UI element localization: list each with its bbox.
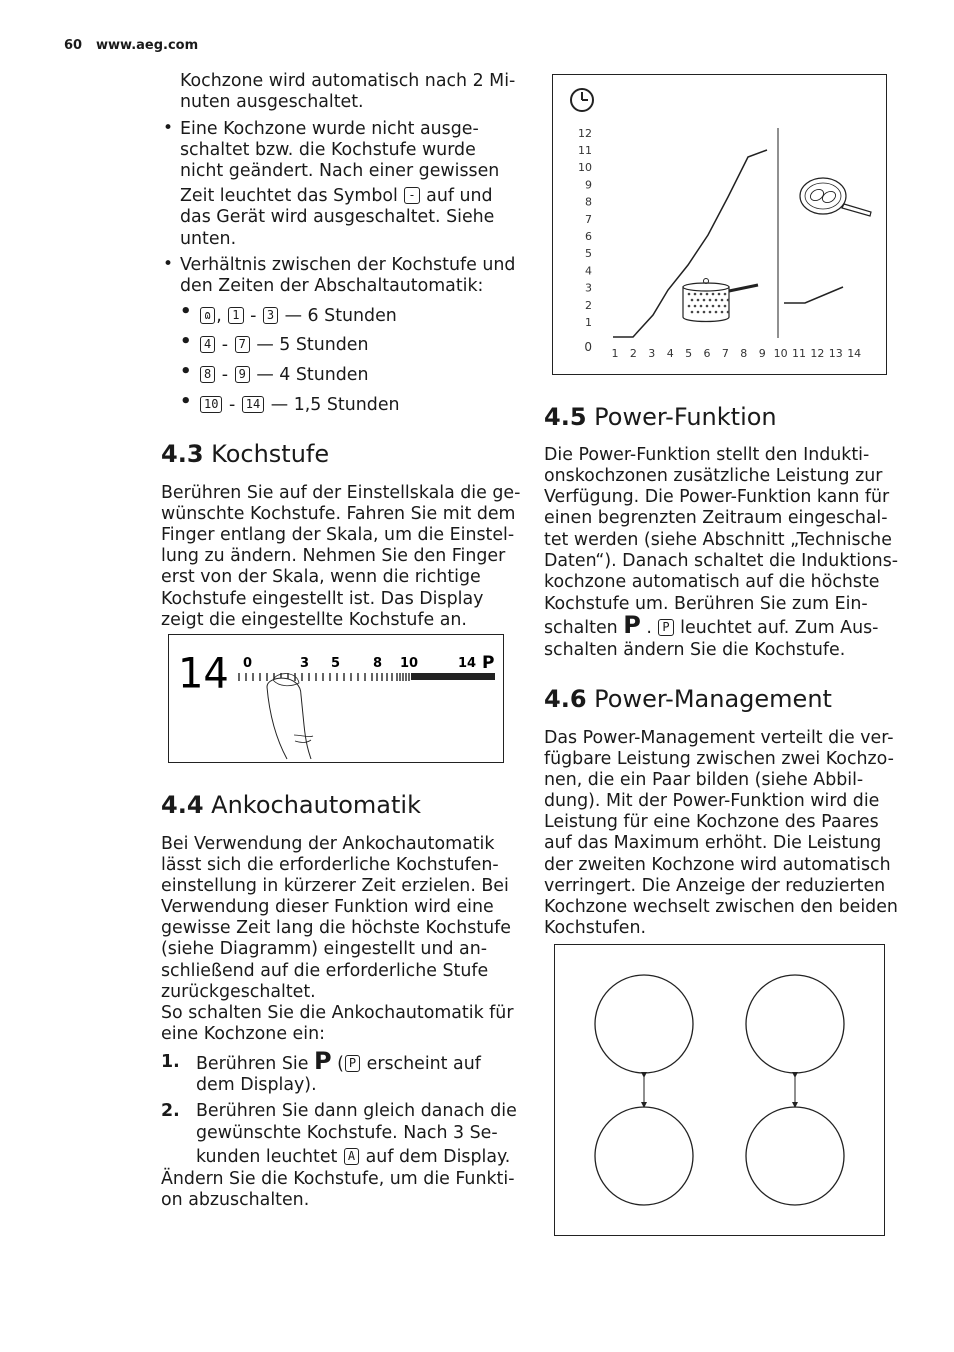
x-tick-label: 14 (847, 347, 862, 360)
bullet2-line: schaltet bzw. die Kochstufe wurde (180, 140, 476, 160)
x-tick-label: 5 (685, 347, 693, 360)
section-heading-4-5: 4.5 Power-Funktion (544, 403, 777, 431)
control-panel-svg (169, 635, 503, 762)
para-line: Daten“). Danach schaltet die Induktions- (544, 551, 899, 571)
para-line: kochzone automatisch auf die höchste (544, 572, 880, 592)
para-line: Das Power-Management verteilt die ver- (544, 728, 894, 748)
y-tick-label: 9 (585, 178, 592, 192)
section-heading-4-6: 4.6 Power-Management (544, 685, 832, 713)
section-heading-4-4: 4.4 Ankochautomatik (161, 791, 421, 819)
scale-ticks (239, 673, 409, 681)
bullet2-line: das Gerät wird ausgeschaltet. Siehe (180, 207, 495, 227)
level-symbol-icon: 9 (235, 366, 250, 383)
step-1-line: dem Display). (196, 1075, 317, 1095)
para-line: Verwendung dieser Funktion wird eine (161, 897, 494, 917)
x-tick-label: 3 (648, 347, 656, 360)
power-p-icon: P (313, 1047, 332, 1075)
step-2-line: gewünschte Kochstufe. Nach 3 Se- (196, 1123, 498, 1143)
display-value: 14 (178, 648, 229, 698)
para-line: lung zu ändern. Nehmen Sie den Finger (161, 546, 506, 566)
boost-chart-svg (553, 75, 886, 374)
x-axis-labels (612, 347, 862, 360)
bullet2-line: unten. (180, 229, 237, 249)
para-line-symbol: schalten P . P leuchtet auf. Zum Aus- (544, 611, 879, 639)
para-line: Kochstufe um. Berühren Sie zum Ein- (544, 594, 868, 614)
para-line: auf das Maximum erhöht. Die Leistung (544, 833, 882, 853)
header-url: www.aeg.com (96, 38, 199, 53)
para-line: Verfügung. Die Power-Funktion kann für (544, 487, 890, 507)
y-tick-label: 1 (585, 316, 592, 329)
x-tick-label: 8 (740, 347, 748, 360)
para-line: wünschte Kochstufe. Fahren Sie mit dem (161, 504, 516, 524)
y-tick-label: 0 (584, 340, 592, 354)
p-symbol-icon: P (345, 1055, 360, 1072)
y-tick-label: 7 (585, 212, 592, 226)
para-line: Ändern Sie die Kochstufe, um die Funkti- (161, 1169, 515, 1189)
x-tick-label: 7 (721, 347, 729, 360)
y-tick-label: 12 (578, 126, 592, 140)
x-tick-label: 12 (810, 347, 825, 360)
cooking-zones-svg (555, 945, 884, 1235)
para-line: nen, die ein Paar bilden (siehe Abbil- (544, 770, 864, 790)
sub-bullet-row: 4 - 7 — 5 Stunden (199, 335, 369, 356)
para-line: (siehe Diagramm) eingestellt und an- (161, 939, 487, 959)
sub-bullet: • (180, 361, 192, 382)
para-line: schalten ändern Sie die Kochstufe. (544, 640, 846, 660)
cooking-zone-top-right (746, 975, 844, 1073)
y-tick-label: 2 (585, 298, 592, 312)
level-symbol-icon: ɷ (200, 307, 215, 324)
cooking-zones-figure (554, 944, 885, 1236)
para-line: einen begrenzten Zeitraum eingeschal- (544, 508, 888, 528)
x-tick-label: 11 (792, 347, 806, 360)
bullet2-line-symbol: Zeit leuchtet das Symbol - auf und (180, 186, 493, 206)
cooking-pot-icon (683, 279, 758, 322)
a-symbol-icon: A (344, 1148, 359, 1165)
bullet3-line: Verhältnis zwischen der Kochstufe und (180, 255, 516, 275)
para-line: gewisse Zeit lang die höchste Kochstufe (161, 918, 511, 938)
scale-label: 0 (243, 656, 253, 671)
step-2-line: Berühren Sie dann gleich danach die (196, 1101, 517, 1121)
cooking-zone-top-left (595, 975, 693, 1073)
bullet: • (163, 118, 174, 138)
para-line: einstellung in kürzerer Zeit erzielen. Bei (161, 876, 509, 896)
para-line: on abzuschalten. (161, 1190, 310, 1210)
x-tick-label: 13 (828, 347, 843, 360)
section-heading-4-3: 4.3 Kochstufe (161, 440, 330, 468)
para-line: Bei Verwendung der Ankochautomatik (161, 834, 495, 854)
level-symbol-icon: 3 (263, 307, 278, 324)
level-symbol-icon: 1 (228, 307, 243, 324)
para-line: verringert. Die Anzeige der reduzierten (544, 876, 886, 896)
sub-bullet: • (180, 301, 192, 322)
clock-icon (571, 89, 593, 111)
cooking-zone-bottom-left (595, 1107, 693, 1205)
para-line: der zweiten Kochzone wird automatisch (544, 855, 891, 875)
y-tick-label: 8 (585, 195, 592, 209)
level-symbol-icon: 10 (200, 396, 222, 413)
step-1-line: Berühren Sie P ( P erscheint auf (196, 1047, 481, 1075)
y-tick-label: 5 (585, 247, 592, 261)
level-symbol-icon: 14 (242, 396, 264, 413)
scale-label: 14 (458, 656, 477, 671)
para-line: Kochzone wechselt zwischen den beiden (544, 897, 898, 917)
frying-pan-icon (800, 178, 871, 216)
sub-bullet: • (180, 331, 192, 352)
scale-label: 3 (300, 656, 310, 671)
para-line: Leistung für eine Kochzone des Paares (544, 812, 879, 832)
para-line: Die Power-Funktion stellt den Indukti- (544, 445, 870, 465)
para-line: Finger entlang der Skala, um die Einstel- (161, 525, 515, 545)
para-line: onskochzonen zusätzliche Leistung zur (544, 466, 883, 486)
x-tick-label: 4 (666, 347, 674, 360)
para-line: zurückgeschaltet. (161, 982, 316, 1002)
control-panel-figure (168, 634, 504, 763)
y-tick-label: 6 (585, 230, 592, 243)
level-symbol-icon: 4 (200, 336, 215, 353)
bullet2-line: nicht geändert. Nach einer gewissen (180, 161, 500, 181)
para-line: Kochstufe eingestellt ist. Das Display (161, 589, 484, 609)
sub-bullet-row: 10 - 14 — 1,5 Stunden (199, 395, 400, 416)
step-number: 2. (161, 1101, 180, 1121)
scale-label: 10 (400, 656, 419, 671)
level-symbol-icon: 7 (235, 336, 250, 353)
step-number: 1. (161, 1052, 180, 1072)
para-line: eine Kochzone ein: (161, 1024, 325, 1044)
sub-bullet-row: 8 - 9 — 4 Stunden (199, 365, 369, 386)
cooking-zone-bottom-right (746, 1107, 844, 1205)
para-line: Kochstufen. (544, 918, 647, 938)
page-number: 60 (64, 38, 83, 53)
para-line: Berühren Sie auf der Einstellskala die ge- (161, 483, 521, 503)
finger-icon (267, 678, 311, 759)
power-scale-label: P (482, 653, 495, 673)
para-line: So schalten Sie die Ankochautomatik für (161, 1003, 514, 1023)
para-line: erst von der Skala, wenn die richtige (161, 567, 481, 587)
para-line: dung). Mit der Power-Funktion wird die (544, 791, 880, 811)
scale-active-bar (411, 673, 495, 680)
intro-line: nuten ausgeschaltet. (180, 92, 364, 112)
x-tick-label: 2 (629, 347, 637, 360)
y-axis-labels (578, 127, 592, 354)
para-line: tet werden (siehe Abschnitt „Technische (544, 530, 892, 550)
para-line: zeigt die eingestellte Kochstufe an. (161, 610, 467, 630)
para-line: fügbare Leistung zwischen zwei Kochzo- (544, 749, 894, 769)
sub-bullet-row: ɷ , 1 - 3 — 6 Stunden (199, 306, 397, 327)
minus-symbol-icon: - (404, 187, 419, 204)
bullet: • (163, 254, 174, 274)
x-tick-label: 1 (611, 347, 619, 360)
intro-line: Kochzone wird automatisch nach 2 Mi- (180, 71, 516, 91)
y-tick-label: 3 (585, 281, 592, 295)
x-tick-label: 6 (703, 347, 711, 360)
y-tick-label: 4 (585, 264, 592, 278)
power-p-icon: P (623, 611, 641, 639)
para-line: lässt sich die erforderliche Kochstufen- (161, 855, 499, 875)
x-tick-label: 9 (758, 347, 766, 360)
y-tick-label: 11 (578, 144, 592, 157)
sub-bullet: • (180, 391, 192, 412)
p-symbol-icon: P (658, 619, 673, 636)
level-symbol-icon: 8 (200, 366, 215, 383)
bullet3-line: den Zeiten der Abschaltautomatik: (180, 276, 484, 296)
scale-label: 8 (373, 656, 383, 671)
y-tick-label: 10 (578, 161, 592, 175)
step-2-line: kunden leuchtet A auf dem Display. (196, 1147, 511, 1167)
para-line: schließend auf die erforderliche Stufe (161, 961, 489, 981)
reduced-curve (784, 287, 843, 303)
scale-label: 5 (331, 656, 341, 671)
boost-chart-frame (552, 74, 887, 375)
x-tick-label: 10 (773, 347, 788, 360)
bullet2-line: Eine Kochzone wurde nicht ausge- (180, 119, 479, 139)
